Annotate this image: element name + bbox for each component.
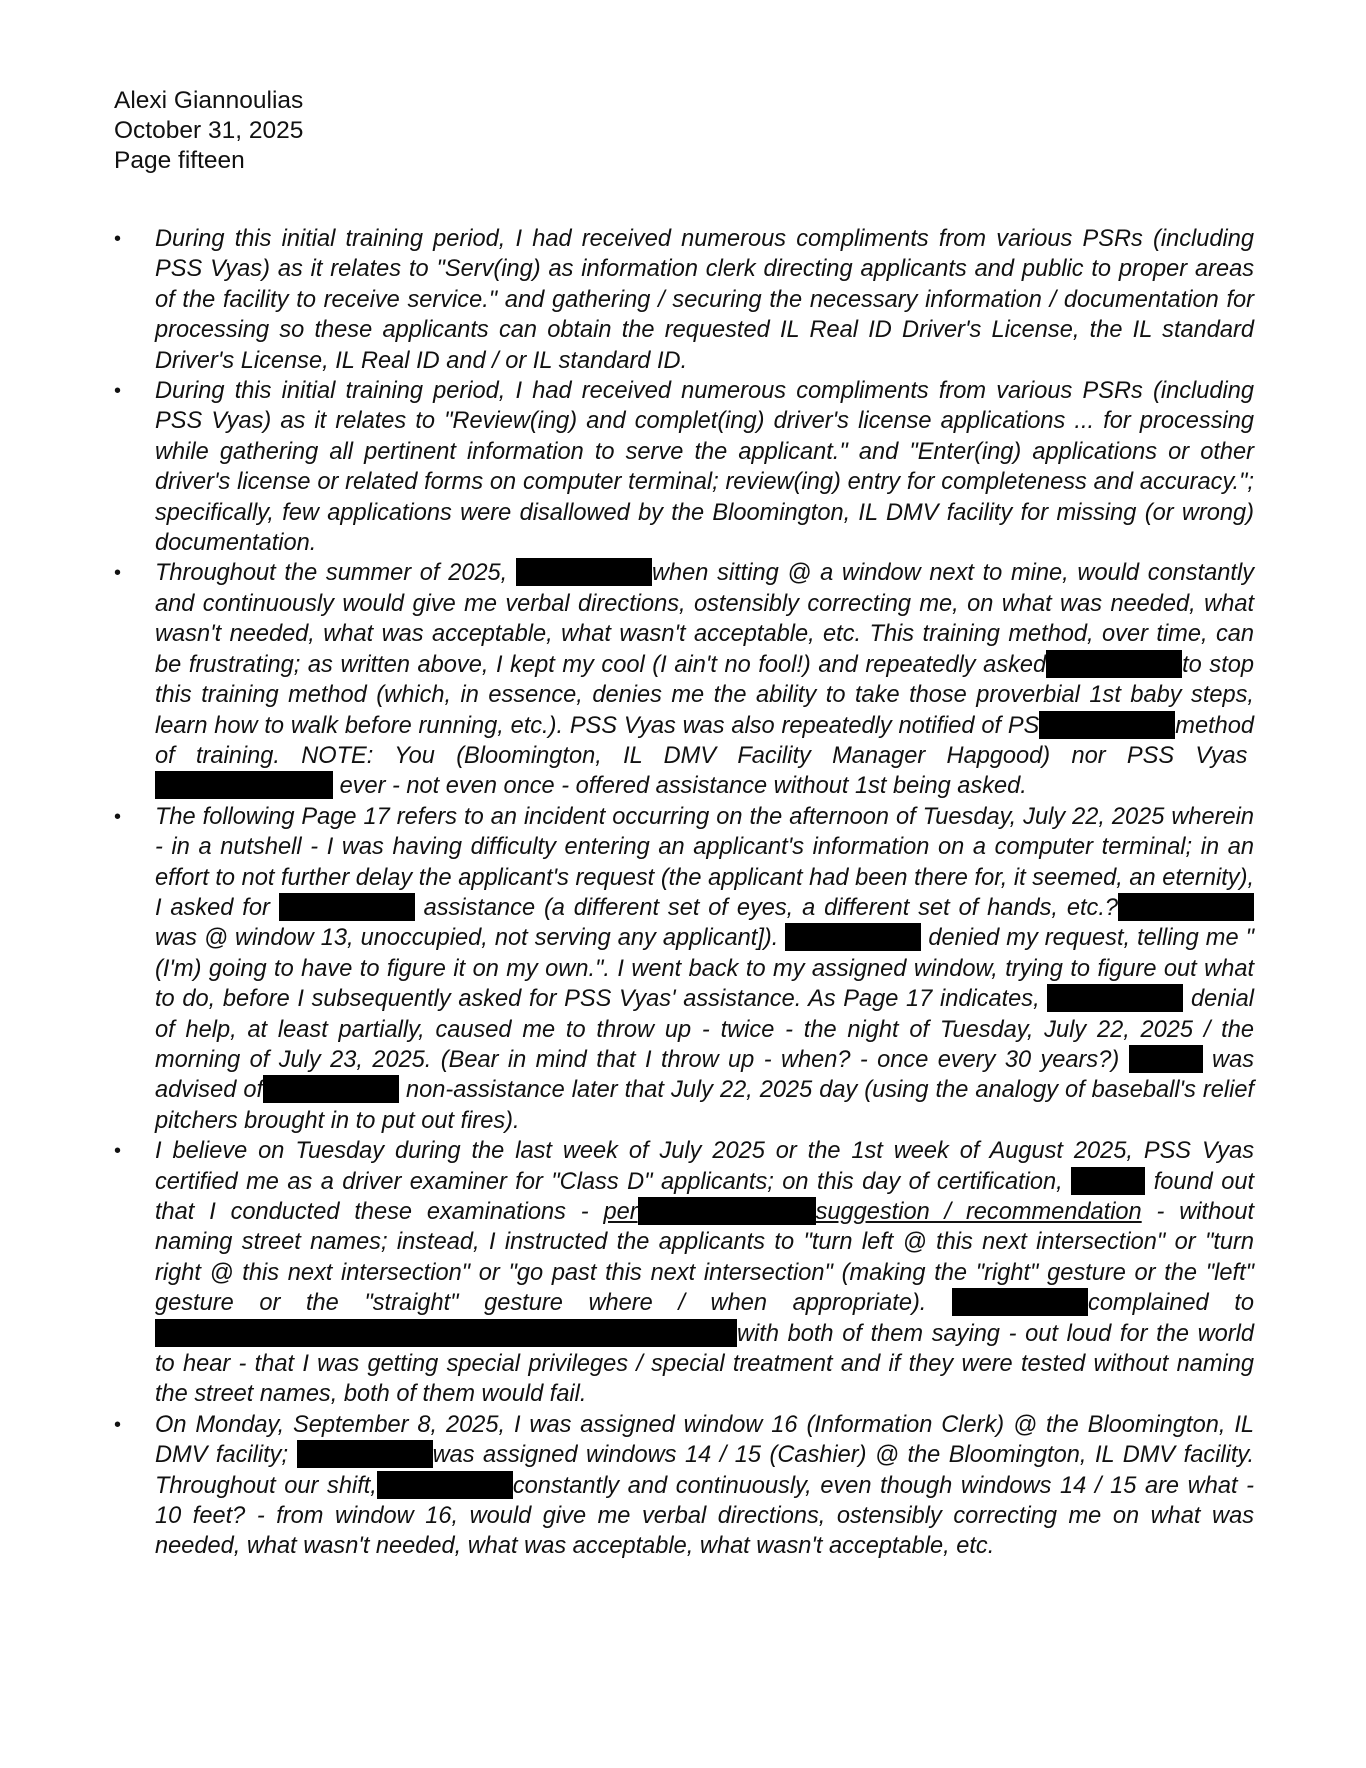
bullet-list <box>114 224 1254 1562</box>
redaction-block <box>1071 1167 1145 1195</box>
bullet-text: method of training. NOTE: You (Bloomington, IL DMV Facility Manager Hapgood) nor PSS Vyas <box>155 712 1254 769</box>
bullet-text: was @ window 13, unoccupied, not serving any applicant]). <box>155 925 779 952</box>
bullet-text: During this initial training period, I had received numerous compliments from various PSRs (including PSS Vyas) as it relates to "Review(ing) and complet(ing) driver's license applications ... for processing while gathering all pertinent information to serve the applicant." and "Enter(ing) applications or other driver's license or related forms on computer terminal; review(ing) entry for completeness and accuracy."; specifically, few applications were disallowed by the Bloomington, IL DMV facility for missing (or wrong) documentation. <box>155 378 1254 557</box>
bullet-text: found out that I conducted these examinations - <box>155 1168 1254 1225</box>
redaction-block <box>377 1471 513 1499</box>
bullet-text: when sitting @ a window next to mine, would constantly and continuously would give me verbal directions, ostensibly correcting me, on what was needed, what wasn't needed, what was acceptable, what wasn't acceptable, etc. This training method, over time, can be frustrating; as written above, I kept my cool (I ain't no fool!) and repeatedly asked <box>155 560 1254 678</box>
redaction-block <box>279 893 415 921</box>
bullet-text: assistance (a different set of eyes, a different set of hands, etc.? <box>423 894 1118 921</box>
bullet-text: denied my request, telling me "(I'm) going to have to figure it on my own.". I went back to my assigned window, trying to figure out what to do, before I subsequently asked for PSS Vyas' assistance. As Page 17 indicates, <box>155 925 1254 1013</box>
redaction-block <box>952 1288 1088 1316</box>
redaction-block <box>263 1075 399 1103</box>
redaction-block <box>1129 1045 1203 1073</box>
bullet-text: Throughout the summer of 2025, <box>155 560 508 587</box>
redaction-block <box>785 923 921 951</box>
bullet-text: non-assistance later that July 22, 2025 day (using the analogy of baseball's relief pitchers brought in to put out fires). <box>155 1077 1255 1134</box>
bullet-text: was assigned windows 14 / 15 (Cashier) @ the Bloomington, IL DMV facility. Throughout our shift, <box>155 1442 1255 1499</box>
bullet-item <box>114 558 1254 801</box>
redaction-block <box>1046 650 1182 678</box>
bullet-text: complained to <box>1088 1290 1254 1317</box>
bullet-item <box>114 1410 1254 1562</box>
bullet-text: was advised of <box>155 1046 1254 1104</box>
bullet-item <box>114 802 1254 1136</box>
recipient-name: Alexi Giannoulias <box>114 87 304 114</box>
letter-date: October 31, 2025 <box>114 117 304 144</box>
redaction-block <box>155 771 333 799</box>
bullet-item <box>114 224 1254 376</box>
redaction-block <box>1039 711 1175 739</box>
redaction-block <box>297 1440 433 1468</box>
bullet-text: ever - not even once - offered assistance without 1st being asked. <box>339 773 1027 800</box>
bullet-text: During this initial training period, I had received numerous compliments from various PSRs (including PSS Vyas) as it relates to "Serv(ing) as information clerk directing applicants and public to proper areas of the facility to receive service." and gathering / securing the necessary information / documentation for processing so these applicants can obtain the requested IL Real ID Driver's License, the IL standard Driver's License, IL Real ID and / or IL standard ID. <box>155 226 1254 374</box>
letter-header <box>114 86 303 176</box>
bullet-text: On Monday, September 8, 2025, I was assigned window 16 (Information Clerk) @ the Bloomington, IL DMV facility; <box>155 1411 1254 1469</box>
bullet-text: constantly and continuously, even though windows 14 / 15 are what - 10 feet? - from window 16, would give me verbal directions, ostensibly correcting me on what was needed, what wasn't needed, what was acceptable, what wasn't acceptable, etc. <box>155 1472 1255 1560</box>
underlined-text: suggestion / recommendation <box>815 1199 1142 1225</box>
bullet-text: - without naming street names; instead, I instructed the applicants to "turn left @ this next intersection" or "turn right @ this next intersection" or "go past this next intersection" (making the "right" gesture or the "left" gesture or the "straight" gesture where / when appropriate). <box>155 1199 1255 1317</box>
bullet-text: with both of them saying - out loud for the world to hear - that I was getting special privileges / special treatment and if they were tested without naming the street names, both of them would fail. <box>155 1320 1254 1408</box>
bullet-text: I believe on Tuesday during the last week of July 2025 or the 1st week of August 2025, PSS Vyas certified me as a driver examiner for "Class D" applicants; on this day of certification, <box>155 1138 1254 1195</box>
bullet-text: denial of help, at least partially, caused me to throw up - twice - the night of Tuesday, July 22, 2025 / the morning of July 23, 2025. (Bear in mind that I throw up - when? - once every 30 years?) <box>155 986 1255 1073</box>
redaction-block <box>1118 893 1254 921</box>
page-number: Page fifteen <box>114 147 245 174</box>
bullet-text: to stop this training method (which, in essence, denies me the ability to take those proverbial 1st baby steps, learn how to walk before running, etc.). PSS Vyas was also repeatedly notified of PS <box>155 651 1255 739</box>
bullet-item <box>114 1136 1254 1410</box>
redaction-block <box>516 558 652 586</box>
bullet-text: The following Page 17 refers to an incident occurring on the afternoon of Tuesday, July 22, 2025 wherein - in a nutshell - I was having difficulty entering an applicant's information on a computer terminal; in an effort to not further delay the applicant's request (the applicant had been there for, it seemed, an eternity), I asked for <box>155 803 1254 921</box>
redaction-block <box>1047 984 1183 1012</box>
bullet-item <box>114 376 1254 558</box>
redaction-block <box>638 1197 816 1225</box>
redaction-block <box>155 1319 737 1347</box>
underlined-text: per <box>603 1199 638 1225</box>
